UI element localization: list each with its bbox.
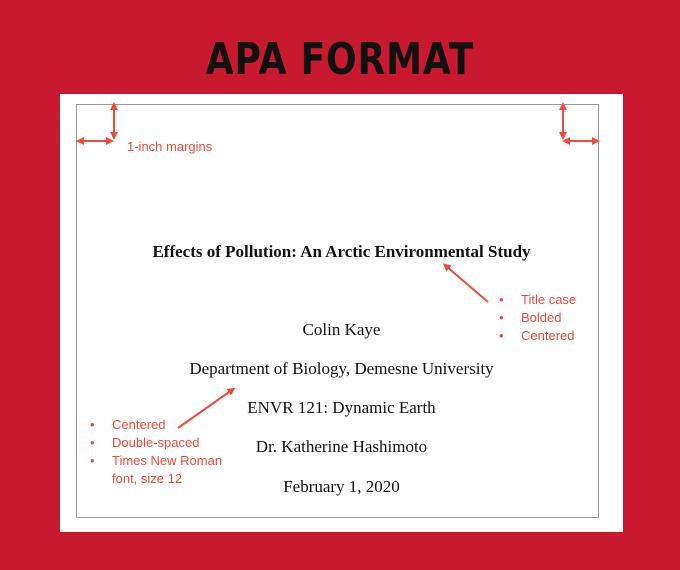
body-note-item: • Centered <box>90 417 166 432</box>
paper-title: Effects of Pollution: An Arctic Environmental Study <box>152 242 531 261</box>
body-note-item: • Times New Roman font, size 12 <box>90 453 223 486</box>
title-notes <box>499 291 576 345</box>
body-notes <box>90 416 240 488</box>
affiliation: Department of Biology, Demesne University <box>189 359 494 378</box>
margin-note: 1-inch margins <box>127 139 213 154</box>
instructor-name: Dr. Katherine Hashimoto <box>255 437 428 456</box>
paper-date: February 1, 2020 <box>283 477 400 496</box>
page-heading: APA FORMAT <box>205 34 475 85</box>
title-note-item: • Title case <box>499 292 577 307</box>
title-note-item: • Centered <box>499 328 575 343</box>
author-name: Colin Kaye <box>302 320 381 339</box>
body-note-item: • Double-spaced <box>90 435 200 450</box>
title-note-item: • Bolded <box>499 310 562 325</box>
course-name: ENVR 121: Dynamic Earth <box>247 398 436 417</box>
